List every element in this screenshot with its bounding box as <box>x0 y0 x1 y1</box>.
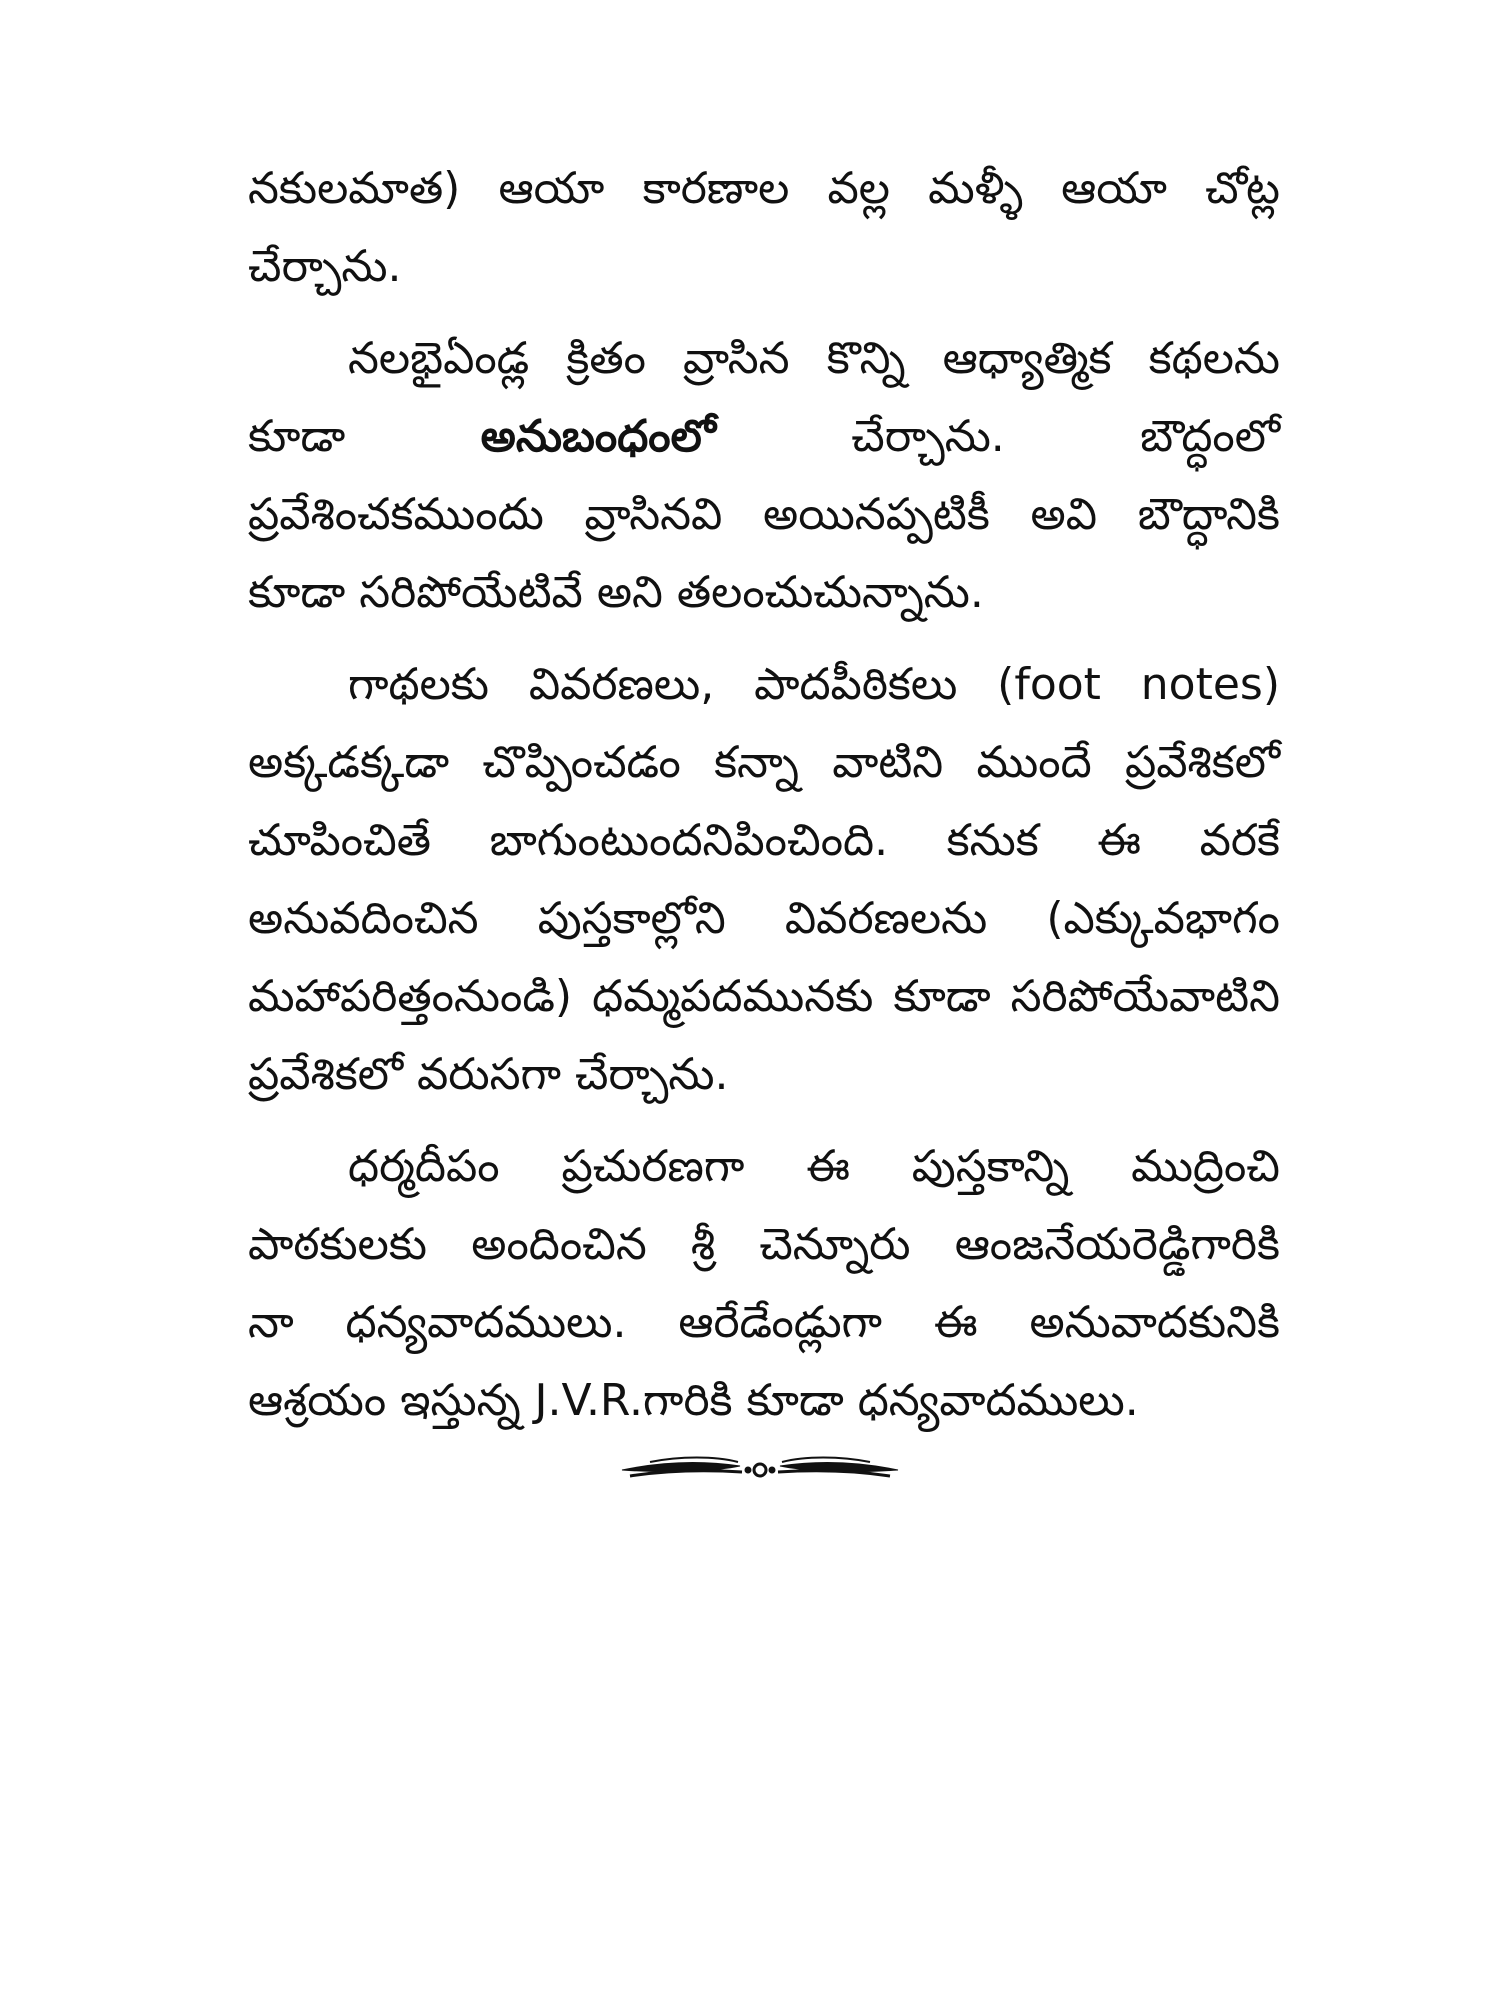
paragraph-4-line-3: నా ధన్యవాదములు. ఆరేడేండ్లుగా ఈ అనువాదకునికి <box>248 1297 1280 1348</box>
paragraph-3-line-5: మహాపరిత్తంనుండి) ధమ్మపదమునకు కూడా సరిపోయేవాటిని <box>248 971 1280 1022</box>
ornamental-divider-icon <box>620 1448 900 1488</box>
paragraph-4-line-2: పాఠకులకు అందించిన శ్రీ చెన్నూరు ఆంజనేయరెడ్డిగారికి <box>248 1219 1280 1270</box>
paragraph-4-line-1: ధర్మదీపం ప్రచురణగా ఈ పుస్తకాన్ని ముద్రించి <box>348 1141 1280 1192</box>
paragraph-2-word-kooda: కూడా <box>248 411 346 462</box>
paragraph-2-bold-anubandham: అనుబంధంలో <box>480 411 716 462</box>
paragraph-2-line-1: నలభైఏండ్ల క్రితం వ్రాసిన కొన్ని ఆధ్యాత్మిక కథలను <box>348 333 1280 384</box>
paragraph-2-line-2-end: చేర్చాను. బౌద్ధంలో <box>851 411 1280 462</box>
paragraph-1-line-2: చేర్చాను. <box>248 241 402 292</box>
paragraph-2-line-2 <box>248 398 1280 476</box>
paragraph-1-line-1: నకులమాత) ఆయా కారణాల వల్ల మళ్ళీ ఆయా చోట్ల <box>248 163 1280 214</box>
paragraph-2-line-3: ప్రవేశించకముందు వ్రాసినవి అయినప్పటికీ అవి బౌద్ధానికి <box>248 489 1280 540</box>
paragraph-2-line-4: కూడా సరిపోయేటివే అని తలంచుచున్నాను. <box>248 567 984 618</box>
paragraph-3-line-2: అక్కడక్కడా చొప్పించడం కన్నా వాటిని ముందే ప్రవేశికలో <box>248 737 1280 788</box>
paragraph-3-line-4: అనువదించిన పుస్తకాల్లోని వివరణలను (ఎక్కువభాగం <box>248 893 1280 944</box>
document-body <box>248 150 1280 1440</box>
paragraph-4-line-4: ఆశ్రయం ఇస్తున్న J.V.R.గారికి కూడా ధన్యవాదములు. <box>248 1375 1139 1426</box>
paragraph-3-line-1: గాథలకు వివరణలు, పాదపీఠికలు (foot notes) <box>348 659 1280 710</box>
paragraph-3-line-3: చూపించితే బాగుంటుందనిపించింది. కనుక ఈ వరకే <box>248 815 1280 866</box>
paragraph-3-line-6: ప్రవేశికలో వరుసగా చేర్చాను. <box>248 1049 729 1100</box>
